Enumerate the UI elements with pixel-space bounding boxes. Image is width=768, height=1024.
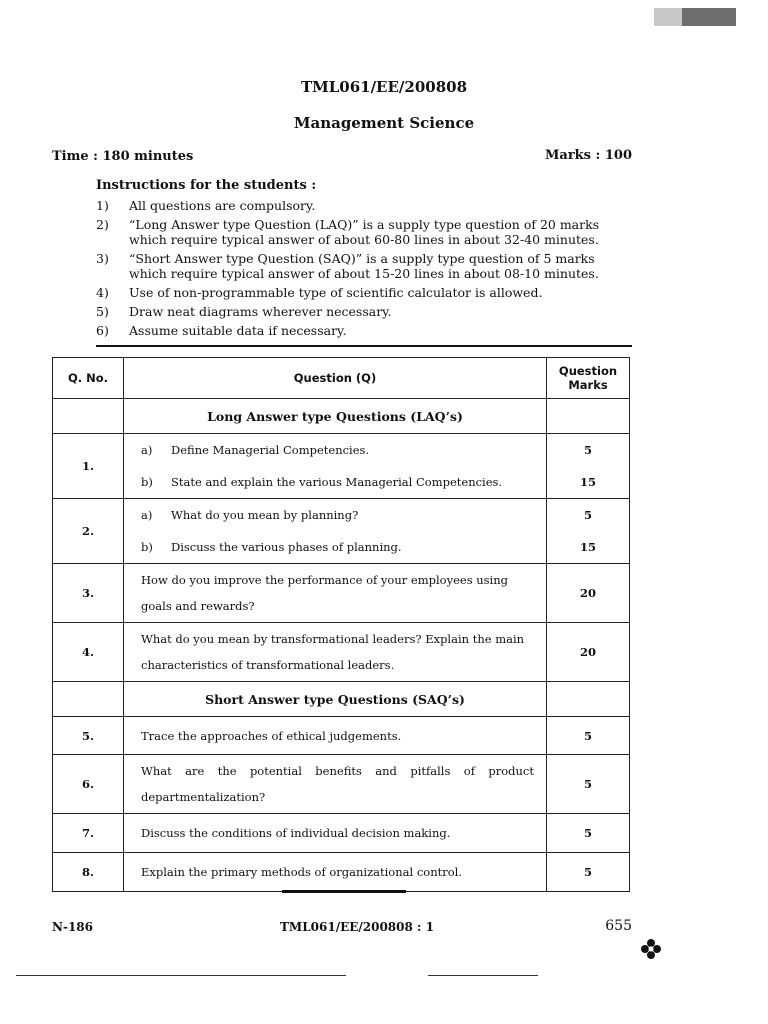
flower-mark-icon (640, 938, 662, 966)
footer-divider (282, 890, 406, 893)
header-qno: Q. No. (53, 358, 124, 399)
instruction-item: 1) All questions are compulsory. (96, 198, 316, 213)
question-text: a) What do you mean by planning? b) Discuss the various phases of planning. (124, 499, 547, 564)
bottom-line (428, 975, 538, 976)
table-header-row (53, 358, 630, 399)
question-number: 5. (53, 717, 124, 755)
section-row (53, 399, 630, 434)
header-marks: Question Marks (547, 358, 630, 399)
question-number: 2. (53, 499, 124, 564)
table-row (53, 434, 630, 499)
question-marks: 5 (547, 755, 630, 814)
scan-mark-bar-light (654, 8, 682, 26)
question-marks: 5 (547, 717, 630, 755)
instruction-item: 4) Use of non-programmable type of scientific calculator is allowed. (96, 285, 543, 300)
footer-code-left: N-186 (52, 920, 93, 934)
total-marks: Marks : 100 (545, 148, 632, 163)
question-marks: 20 (547, 564, 630, 623)
question-text: Discuss the conditions of individual decision making. (124, 814, 547, 853)
question-number: 4. (53, 623, 124, 682)
footer-page-number: 655 (605, 918, 632, 934)
footer-page-code: TML061/EE/200808 : 1 (280, 920, 434, 934)
instruction-item: 2) “Long Answer type Question (LAQ)” is a supply type question of 20 marks which require typical answer of about 60-80 lines in about 32-40 minutes. (96, 217, 600, 247)
paper-code: TML061/EE/200808 (300, 78, 468, 96)
question-text: How do you improve the performance of your employees using goals and rewards? (124, 564, 547, 623)
bottom-line (16, 975, 346, 976)
question-text: What are the potential benefits and pitfalls of product departmentalization? (124, 755, 547, 814)
instruction-item: 3) “Short Answer type Question (SAQ)” is a supply type question of 5 marks which require typical answer of about 15-20 lines in about 08-10 minutes. (96, 251, 599, 281)
question-number: 6. (53, 755, 124, 814)
table-row (53, 564, 630, 623)
question-marks: 5 15 (547, 434, 630, 499)
question-marks: 5 15 (547, 499, 630, 564)
instructions-title: Instructions for the students : (96, 178, 317, 193)
table-row (53, 623, 630, 682)
question-text: a) Define Managerial Competencies. b) State and explain the various Managerial Competencies. (124, 434, 547, 499)
question-text: Explain the primary methods of organizational control. (124, 853, 547, 892)
question-number: 1. (53, 434, 124, 499)
table-row (53, 717, 630, 755)
instruction-item: 5) Draw neat diagrams wherever necessary. (96, 304, 392, 319)
question-number: 3. (53, 564, 124, 623)
section-title-saq: Short Answer type Questions (SAQ’s) (124, 682, 547, 717)
table-row (53, 499, 630, 564)
table-row (53, 755, 630, 814)
section-row (53, 682, 630, 717)
question-marks: 5 (547, 853, 630, 892)
section-title-laq: Long Answer type Questions (LAQ’s) (124, 399, 547, 434)
question-text: What do you mean by transformational leaders? Explain the main characteristics of transformational leaders. (124, 623, 547, 682)
question-marks: 5 (547, 814, 630, 853)
question-number: 7. (53, 814, 124, 853)
header-question: Question (Q) (124, 358, 547, 399)
instructions-divider (96, 345, 632, 347)
question-marks: 20 (547, 623, 630, 682)
time-allowed: Time : 180 minutes (52, 149, 194, 164)
instruction-item: 6) Assume suitable data if necessary. (96, 323, 347, 338)
subject-title: Management Science (293, 114, 475, 132)
instructions-list (96, 198, 636, 342)
question-table (52, 357, 630, 892)
question-number: 8. (53, 853, 124, 892)
table-row (53, 814, 630, 853)
question-text: Trace the approaches of ethical judgements. (124, 717, 547, 755)
table-row (53, 853, 630, 892)
